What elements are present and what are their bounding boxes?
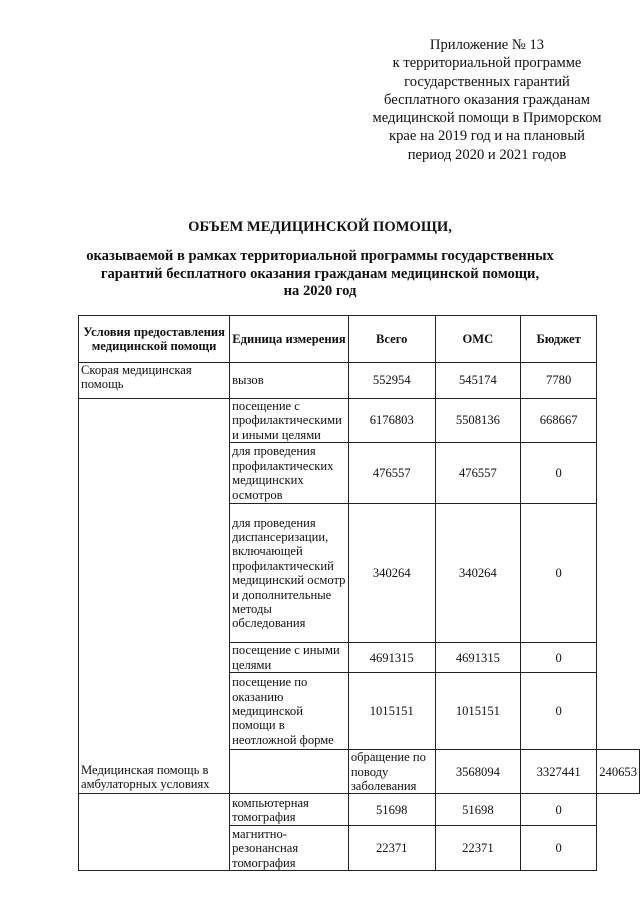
- budget-cell: 7780: [521, 363, 597, 399]
- oms-cell: 340264: [435, 504, 520, 643]
- oms-cell: 3327441: [521, 750, 597, 794]
- unit-cell: вызов: [230, 363, 349, 399]
- total-cell: 22371: [348, 826, 435, 871]
- budget-cell: 0: [521, 643, 597, 673]
- budget-cell: 0: [521, 794, 597, 826]
- condition-cell: Медицинская помощь в амбулаторных условиях: [79, 399, 230, 794]
- table-row: [79, 794, 640, 826]
- header-oms: ОМС: [435, 316, 520, 363]
- empty-condition-cell: [79, 794, 230, 826]
- unit-cell: магнитно-резонансная томография: [230, 826, 349, 871]
- budget-cell: 240653: [597, 750, 640, 794]
- total-cell: 552954: [348, 363, 435, 399]
- condition-cell: Скорая медицинская помощь: [79, 363, 230, 399]
- appendix-line: Приложение № 13: [429, 37, 545, 53]
- unit-cell: посещение по оказанию медицинской помощи в неотложной форме: [230, 673, 349, 750]
- total-cell: 4691315: [348, 643, 435, 673]
- table-row: [79, 399, 640, 443]
- appendix-line: бесплатного оказания гражданам: [384, 91, 590, 108]
- budget-cell: 0: [521, 443, 597, 504]
- oms-cell: 4691315: [435, 643, 520, 673]
- appendix-line: крае на 2019 год и на плановый: [389, 128, 585, 145]
- oms-cell: 476557: [435, 443, 520, 504]
- appendix-line: к территориальной программе: [392, 55, 582, 72]
- total-cell: 476557: [348, 443, 435, 504]
- oms-cell: 1015151: [435, 673, 520, 750]
- unit-cell: посещение с профилактическими и иными целями: [230, 399, 349, 443]
- budget-cell: 0: [521, 673, 597, 750]
- header-conditions: Условия предоставления медицинской помощи: [79, 316, 230, 363]
- budget-cell: 0: [521, 504, 597, 643]
- table-row: [79, 363, 640, 399]
- document-title: ОБЪЕМ МЕДИЦИНСКОЙ ПОМОЩИ,: [188, 219, 452, 235]
- total-cell: 6176803: [348, 399, 435, 443]
- header-total: Всего: [348, 316, 435, 363]
- oms-cell: 51698: [435, 794, 520, 826]
- total-cell: 51698: [348, 794, 435, 826]
- unit-cell: компьютерная томография: [230, 794, 349, 826]
- unit-cell: для проведения диспансеризации, включающей профилактический медицинский осмотр и дополнительные методы обследования: [230, 504, 349, 643]
- subtitle-line: гарантий бесплатного оказания гражданам медицинской помощи,: [100, 265, 540, 282]
- total-cell: 3568094: [435, 750, 520, 794]
- header-unit: Единица измерения: [230, 316, 349, 363]
- unit-cell: обращение по поводу заболевания: [348, 750, 435, 794]
- appendix-line: период 2020 и 2021 годов: [407, 146, 567, 163]
- oms-cell: 545174: [435, 363, 520, 399]
- volume-table: [78, 315, 640, 871]
- total-cell: 1015151: [348, 673, 435, 750]
- budget-cell: 0: [521, 826, 597, 871]
- empty-condition-cell: [79, 826, 230, 871]
- document-subtitle: [0, 248, 640, 301]
- oms-cell: 22371: [435, 826, 520, 871]
- total-cell: 340264: [348, 504, 435, 643]
- oms-cell: 5508136: [435, 399, 520, 443]
- subtitle-line: на 2020 год: [283, 283, 357, 299]
- appendix-line: государственных гарантий: [404, 73, 570, 90]
- empty-condition-cell: [230, 750, 349, 794]
- header-budget: Бюджет: [521, 316, 597, 363]
- table-header-row: [79, 316, 640, 363]
- subtitle-line: оказываемой в рамках территориальной программы государственных: [86, 248, 554, 264]
- table-row: [79, 826, 640, 871]
- unit-cell: для проведения профилактических медицинских осмотров: [230, 443, 349, 504]
- appendix-line: медицинской помощи в Приморском: [372, 110, 602, 127]
- budget-cell: 668667: [521, 399, 597, 443]
- unit-cell: посещение с иными целями: [230, 643, 349, 673]
- appendix-header: [372, 36, 602, 164]
